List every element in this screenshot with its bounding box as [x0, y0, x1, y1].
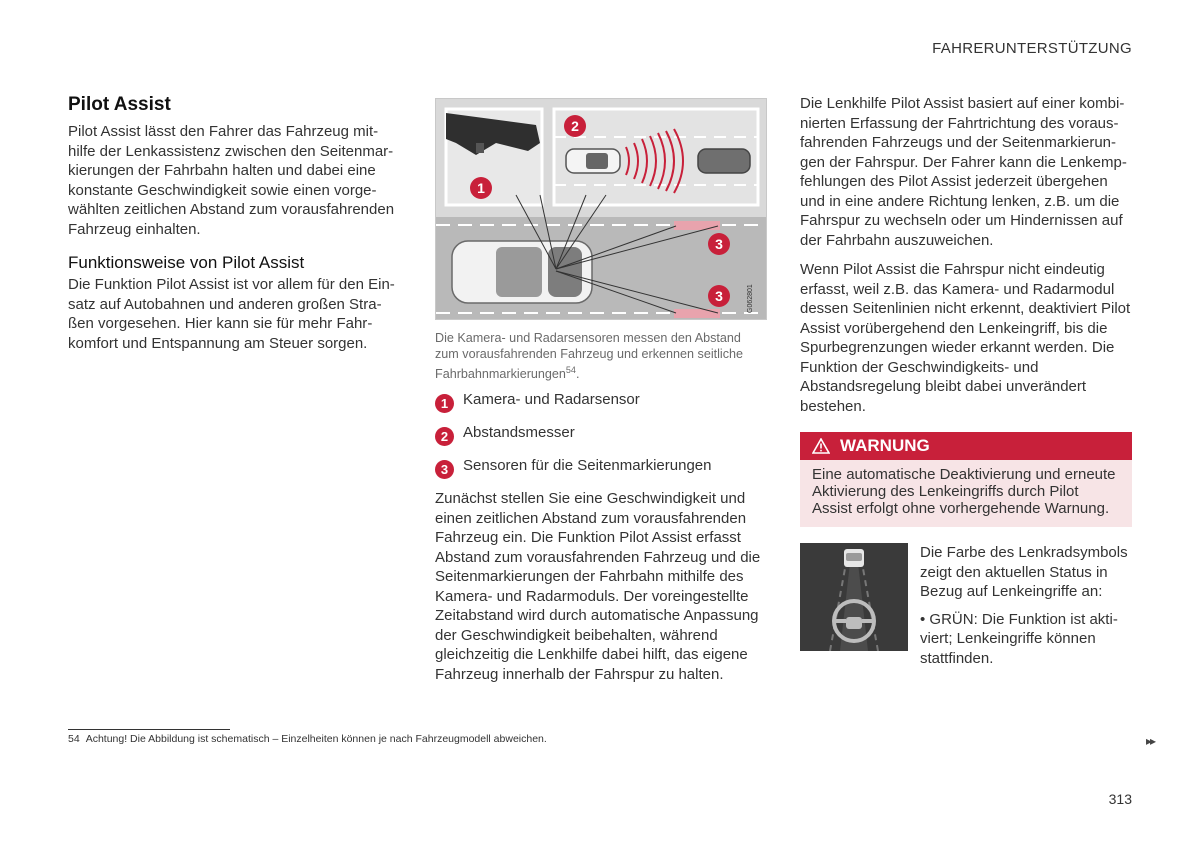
legend-number: 3	[435, 460, 454, 479]
warning-text: Eine automatische Deaktivierung und erneute Aktivierung des Lenkeingriffs durch Pilot Assist erfolgt ohne vorhergehende Warnung.	[800, 460, 1132, 527]
warning-triangle-icon	[812, 438, 830, 454]
figure-legend	[435, 390, 767, 489]
callout-2: 2	[564, 115, 586, 137]
footnote-ref: 54	[565, 365, 576, 375]
legend-number: 2	[435, 427, 454, 446]
legend-text: Abstandsmesser	[463, 424, 575, 442]
steering-status-text	[920, 543, 1132, 668]
column-1	[68, 94, 398, 353]
footnote-text: Achtung! Die Abbildung ist schematisch – Einzelheiten können je nach Fahrzeugmodell abweichen.	[85, 733, 547, 745]
intro-paragraph: Pilot Assist lässt den Fahrer das Fahrzeug mithilfe der Lenkassistenz zwischen den Seitenmarkierungen der Fahrbahn halten und dabei eine konstante Geschwindigkeit sowie einen vorgewählten zeitlichen Abstand zum vorausfahrenden Fahrzeug einhalten.	[68, 123, 395, 238]
warning-title: WARNUNG	[840, 436, 930, 455]
steering-wheel-display-image	[800, 543, 908, 651]
function-paragraph: Die Funktion Pilot Assist ist vor allem für den Einsatz auf Autobahnen und anderen großen Straßen vorgesehen. Hier kann sie für mehr Fahrkomfort und Entspannung am Steuer sorgen.	[68, 276, 395, 352]
column-3	[800, 94, 1132, 668]
warning-header	[800, 432, 1132, 460]
deactivation-paragraph: Wenn Pilot Assist die Fahrspur nicht eindeutig erfasst, weil z.B. das Kamera- und Radarmodul dessen Seitenlinien nicht erkennt, deaktiviert Pilot Assist vorübergehend den Lenkeingriff, bis die Spurbegrenzungen wieder erkannt werden. Die Funktion der Geschwindigkeits- und Abstandsregelung bleibt dabei unverändert bestehen.	[800, 261, 1131, 415]
page-number: 313	[1108, 791, 1132, 807]
steering-color-paragraph: Die Farbe des Lenkradsymbols zeigt den aktuellen Status in Bezug auf Lenkeingriffe an:	[920, 544, 1128, 600]
legend-text: Kamera- und Radarsensor	[463, 391, 640, 409]
legend-text: Sensoren für die Seitenmarkierungen	[463, 457, 712, 475]
driver-display-graphic	[800, 543, 908, 651]
pilot-assist-illustration	[435, 98, 767, 320]
footnote-number: 54	[68, 733, 80, 745]
footnote	[68, 733, 547, 745]
warning-box	[800, 432, 1132, 527]
column-2	[435, 98, 767, 684]
legend-item	[435, 456, 767, 489]
callout-3-lower: 3	[708, 285, 730, 307]
section-header: FAHRERUNTERSTÜTZUNG	[932, 40, 1132, 57]
figure-caption: Die Kamera- und Radarsensoren messen den Abstand zum vorausfahrenden Fahrzeug und erkennen seitliche Fahrbahnmarkierungen$^{54}$.	[435, 331, 744, 382]
next-page-marker: ▸▸	[1146, 734, 1155, 748]
figure-code: G062801	[747, 284, 754, 313]
section-subtitle: Funktionsweise von Pilot Assist	[68, 253, 305, 272]
setup-paragraph: Zunächst stellen Sie eine Geschwindigkeit und einen zeitlichen Abstand zum vorausfahrenden Fahrzeug ein. Die Funktion Pilot Assist erfasst Abstand zum vorausfahrenden Fahrzeug und die Seitenmarkierungen der Fahrbahn mithilfe des Kamera- und Radarmoduls. Der voreingestellte Zeitabstand wird durch automatische Anpassung der Geschwindigkeit beibehalten, während gleichzeitig die Lenkhilfe dabei hilft, das eigene Fahrzeug innerhalb der Fahrspur zu halten.	[435, 490, 761, 683]
callout-3-upper: 3	[708, 233, 730, 255]
callout-1: 1	[470, 177, 492, 199]
steering-paragraph: Die Lenkhilfe Pilot Assist basiert auf einer kombinierten Erfassung der Fahrtrichtung des vorausfahrenden Fahrzeugs und der Seitenmarkierungen der Fahrspur. Der Fahrer kann die Lenkempfehlungen des Pilot Assist jederzeit übergehen und in eine andere Richtung lenken, z.B. um die Fahrspur zu wechseln oder um Hindernissen auf der Fahrbahn auszuweichen.	[800, 95, 1127, 249]
legend-item	[435, 390, 767, 423]
footnote-divider	[68, 729, 230, 730]
legend-number: 1	[435, 394, 454, 413]
legend-item	[435, 423, 767, 456]
page-title: Pilot Assist	[68, 94, 171, 115]
steering-status-block	[800, 543, 1132, 668]
status-green-item: • GRÜN: Die Funktion ist aktiviert; Lenkeingriffe können stattfinden.	[920, 610, 1118, 667]
